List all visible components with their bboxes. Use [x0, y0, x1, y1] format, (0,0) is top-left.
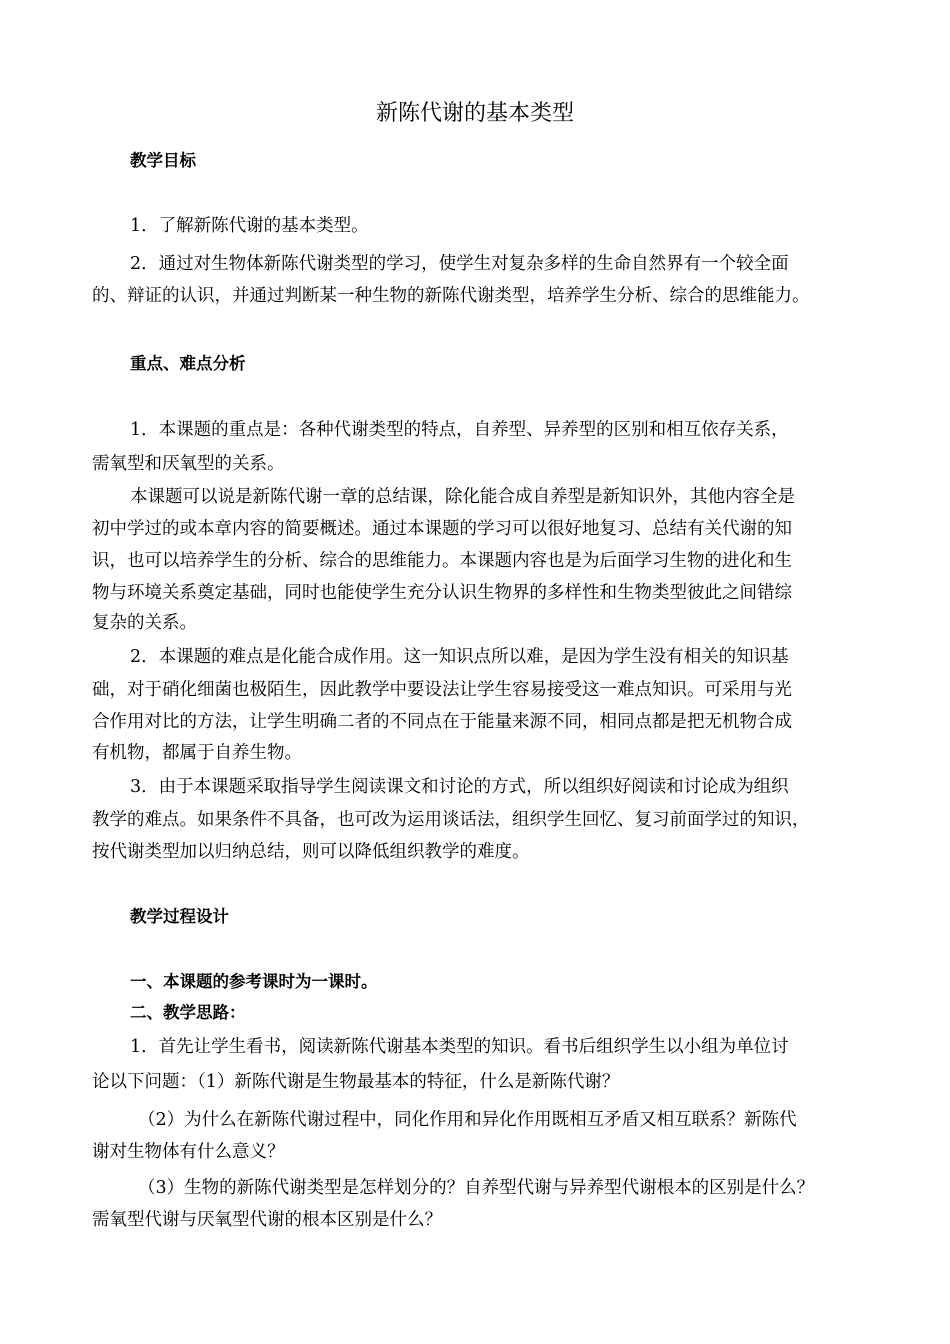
- process-1-line-2: 论以下问题：（1）新陈代谢是生物最基本的特征，什么是新陈代谢？: [92, 1072, 620, 1092]
- analysis-2-line-2: 初中学过的或本章内容的简要概述。通过本课题的学习可以很好地复习、总结有关代谢的知: [92, 519, 792, 539]
- question-2-line-2: 谢对生物体有什么意义？: [92, 1142, 285, 1162]
- analysis-2-line-3: 识，也可以培养学生的分析、综合的思维能力。本课题内容也是为后面学习生物的进化和生: [92, 551, 792, 571]
- analysis-3-line-3: 合作用对比的方法，让学生明确二者的不同点在于能量来源不同，相同点都是把无机物合成: [92, 712, 792, 732]
- objective-2-line-1: 2．通过对生物体新陈代谢类型的学习，使学生对复杂多样的生命自然界有一个较全面: [130, 254, 789, 274]
- process-1-line-1: 1．首先让学生看书，阅读新陈代谢基本类型的知识。看书后组织学生以小组为单位讨: [130, 1037, 789, 1057]
- analysis-3-line-2: 础，对于硝化细菌也极陌生，因此教学中要设法让学生容易接受这一难点知识。可采用与光: [92, 680, 792, 700]
- question-2-line-1: （2）为什么在新陈代谢过程中，同化作用和异化作用既相互矛盾又相互联系？新陈代: [138, 1110, 797, 1130]
- process-item-2: 二、教学思路：: [130, 1003, 246, 1022]
- analysis-3-line-4: 有机物，都属于自养生物。: [92, 743, 302, 763]
- analysis-1-line-2: 需氧型和厌氧型的关系。: [92, 454, 285, 474]
- document-title: 新陈代谢的基本类型: [375, 101, 574, 126]
- analysis-4-line-3: 按代谢类型加以归纳总结，则可以降低组织教学的难度。: [92, 842, 530, 862]
- objective-1: 1．了解新陈代谢的基本类型。: [130, 216, 369, 236]
- analysis-2-line-4: 物与环境关系奠定基础，同时也能使学生充分认识生物界的多样性和生物类型彼此之间错综: [92, 583, 792, 603]
- analysis-4-line-2: 教学的难点。如果条件不具备，也可改为运用谈话法，组织学生回忆、复习前面学过的知识，: [92, 810, 810, 830]
- analysis-1-line-1: 1．本课题的重点是：各种代谢类型的特点，自养型、异养型的区别和相互依存关系，: [130, 420, 789, 440]
- objectives-heading: 教学目标: [130, 151, 196, 170]
- analysis-2-line-5: 复杂的关系。: [92, 613, 197, 633]
- analysis-2-line-1: 本课题可以说是新陈代谢一章的总结课，除化能合成自养型是新知识外，其他内容全是: [130, 487, 795, 507]
- question-3-line-2: 需氧型代谢与厌氧型代谢的根本区别是什么？: [92, 1210, 442, 1230]
- analysis-4-line-1: 3．由于本课题采取指导学生阅读课文和讨论的方式，所以组织好阅读和讨论成为组织: [130, 777, 789, 797]
- objective-2-line-2: 的、辩证的认识，并通过判断某一种生物的新陈代谢类型，培养学生分析、综合的思维能力。: [92, 286, 810, 306]
- analysis-3-line-1: 2．本课题的难点是化能合成作用。这一知识点所以难，是因为学生没有相关的知识基: [130, 647, 789, 667]
- analysis-heading: 重点、难点分析: [130, 354, 246, 373]
- process-item-1: 一、本课题的参考课时为一课时。: [130, 972, 378, 991]
- question-3-line-1: （3）生物的新陈代谢类型是怎样划分的？自养型代谢与异养型代谢根本的区别是什么？: [138, 1178, 815, 1198]
- process-heading: 教学过程设计: [130, 907, 229, 926]
